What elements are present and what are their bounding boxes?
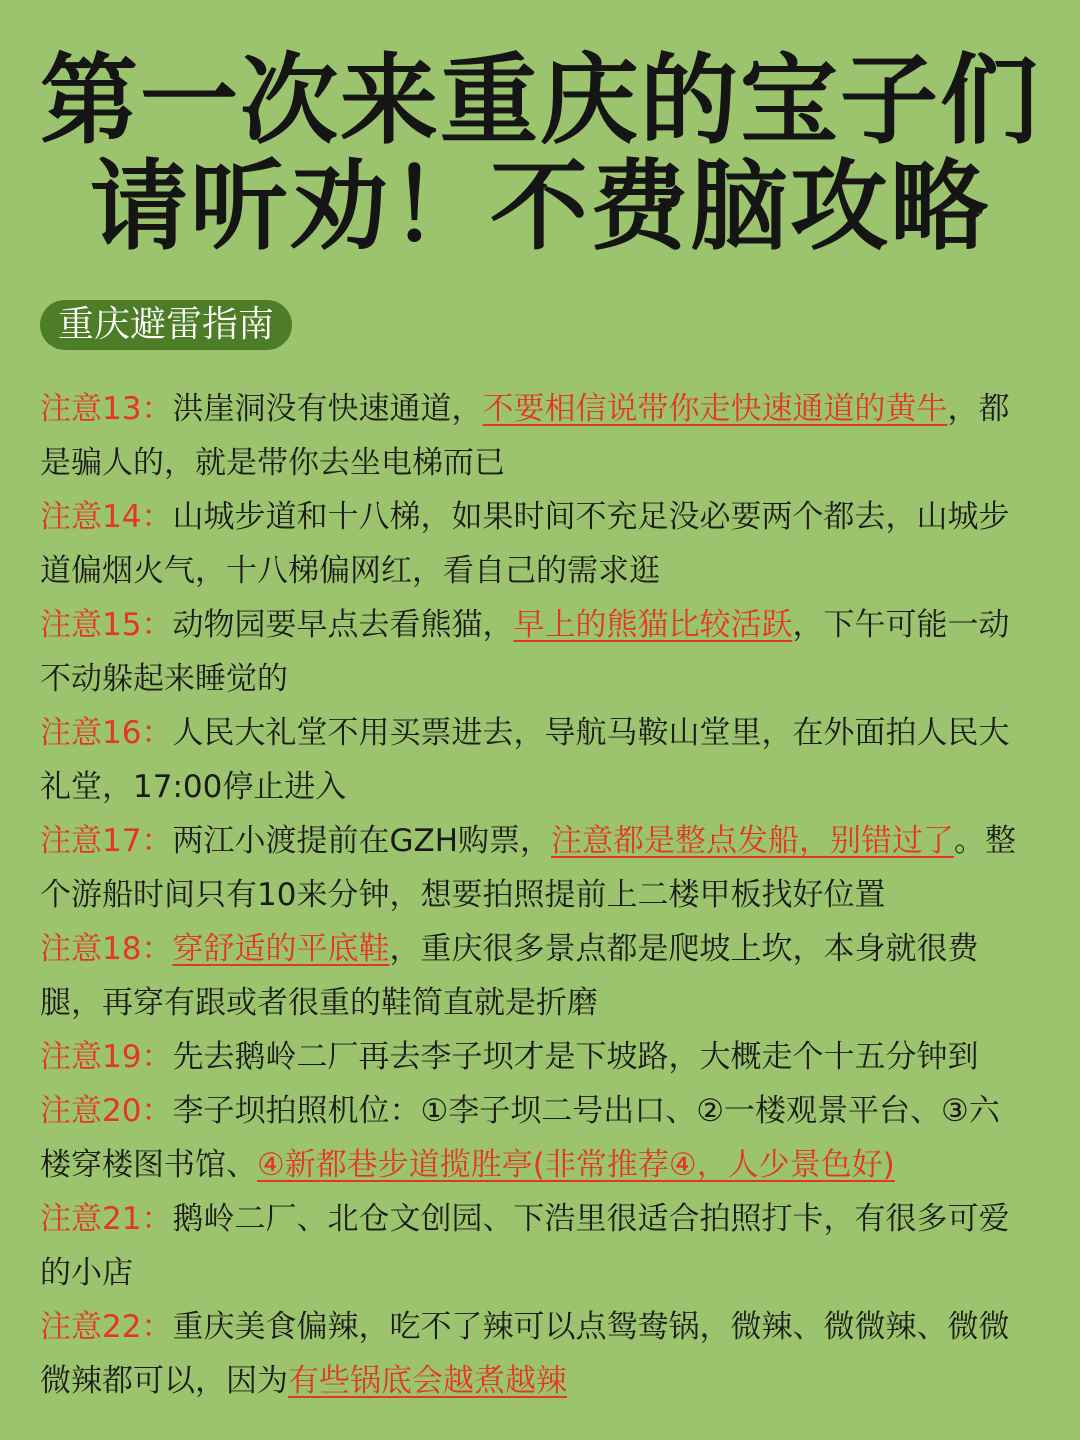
page-title-line-2: 请听劝！不费脑攻略	[89, 150, 990, 264]
tip-20-label: 注意20：	[40, 1093, 173, 1129]
tips-list	[40, 382, 1025, 1408]
tip-15-label: 注意15：	[40, 607, 173, 643]
section-label-badge: 重庆避雷指南	[40, 300, 292, 350]
tip-19-text: 先去鹅岭二厂再去李子坝才是下坡路，大概走个十五分钟到	[172, 1039, 979, 1075]
tip-15	[40, 598, 1025, 706]
tip-19	[40, 1030, 1025, 1084]
tip-14-label: 注意14：	[40, 499, 173, 535]
tip-20	[40, 1084, 1025, 1192]
tip-18-label: 注意18：	[40, 931, 173, 967]
tip-15-text: 动物园要早点去看熊猫，	[172, 607, 514, 643]
tip-13-label: 注意13：	[40, 391, 173, 427]
tip-16-text: 人民大礼堂不用买票进去，导航马鞍山堂里，在外面拍人民大礼堂，17:00停止进入	[40, 715, 1010, 805]
tip-13-highlight: 不要相信说带你走快速通道的黄牛	[482, 391, 948, 427]
tip-22-text: 重庆美食偏辣，吃不了辣可以点鸳鸯锅，微辣、微微辣、微微微辣都可以，因为	[40, 1309, 1010, 1399]
tip-17	[40, 814, 1025, 922]
tip-17-highlight: 注意都是整点发船，别错过了	[551, 823, 955, 859]
tip-15-highlight: 早上的熊猫比较活跃	[513, 607, 793, 643]
tip-21-text: 鹅岭二厂、北仓文创园、下浩里很适合拍照打卡，有很多可爱的小店	[40, 1201, 1010, 1291]
tip-14-text: 山城步道和十八梯，如果时间不充足没必要两个都去，山城步道偏烟火气，十八梯偏网红，看自己的需求逛	[40, 499, 1010, 589]
tip-22-label: 注意22：	[40, 1309, 173, 1345]
tip-13-text-end: ，都是骗人的，就是带你去坐电梯而已	[40, 391, 1010, 481]
tip-18	[40, 922, 1025, 1030]
tip-16-label: 注意16：	[40, 715, 173, 751]
tip-17-label: 注意17：	[40, 823, 173, 859]
tip-14	[40, 490, 1025, 598]
tip-18-text-end: ，重庆很多景点都是爬坡上坎，本身就很费腿，再穿有跟或者很重的鞋简直就是折磨	[40, 931, 979, 1021]
tip-22-highlight: 有些锅底会越煮越辣	[288, 1363, 567, 1399]
tip-15-text-end: ，下午可能一动不动躲起来睡觉的	[40, 607, 1010, 697]
tip-17-text-end: 。整个游船时间只有10来分钟，想要拍照提前上二楼甲板找好位置	[40, 823, 1017, 913]
tip-19-label: 注意19：	[40, 1039, 173, 1075]
tip-18-highlight: 穿舒适的平底鞋	[172, 931, 390, 967]
tip-16	[40, 706, 1025, 814]
tip-20-text: 李子坝拍照机位：①李子坝二号出口、②一楼观景平台、③六楼穿楼图书馆、	[40, 1093, 1000, 1183]
tip-22	[40, 1300, 1025, 1408]
tip-20-highlight: ④新都巷步道揽胜亭(非常推荐④，人少景色好)	[257, 1147, 895, 1183]
tip-13	[40, 382, 1025, 490]
tip-21	[40, 1192, 1025, 1300]
tip-21-label: 注意21：	[40, 1201, 173, 1237]
page-title-line-1: 第一次来重庆的宝子们	[39, 44, 1040, 158]
tip-13-text: 洪崖洞没有快速通道，	[172, 391, 483, 427]
tip-17-text: 两江小渡提前在GZH购票，	[172, 823, 552, 859]
